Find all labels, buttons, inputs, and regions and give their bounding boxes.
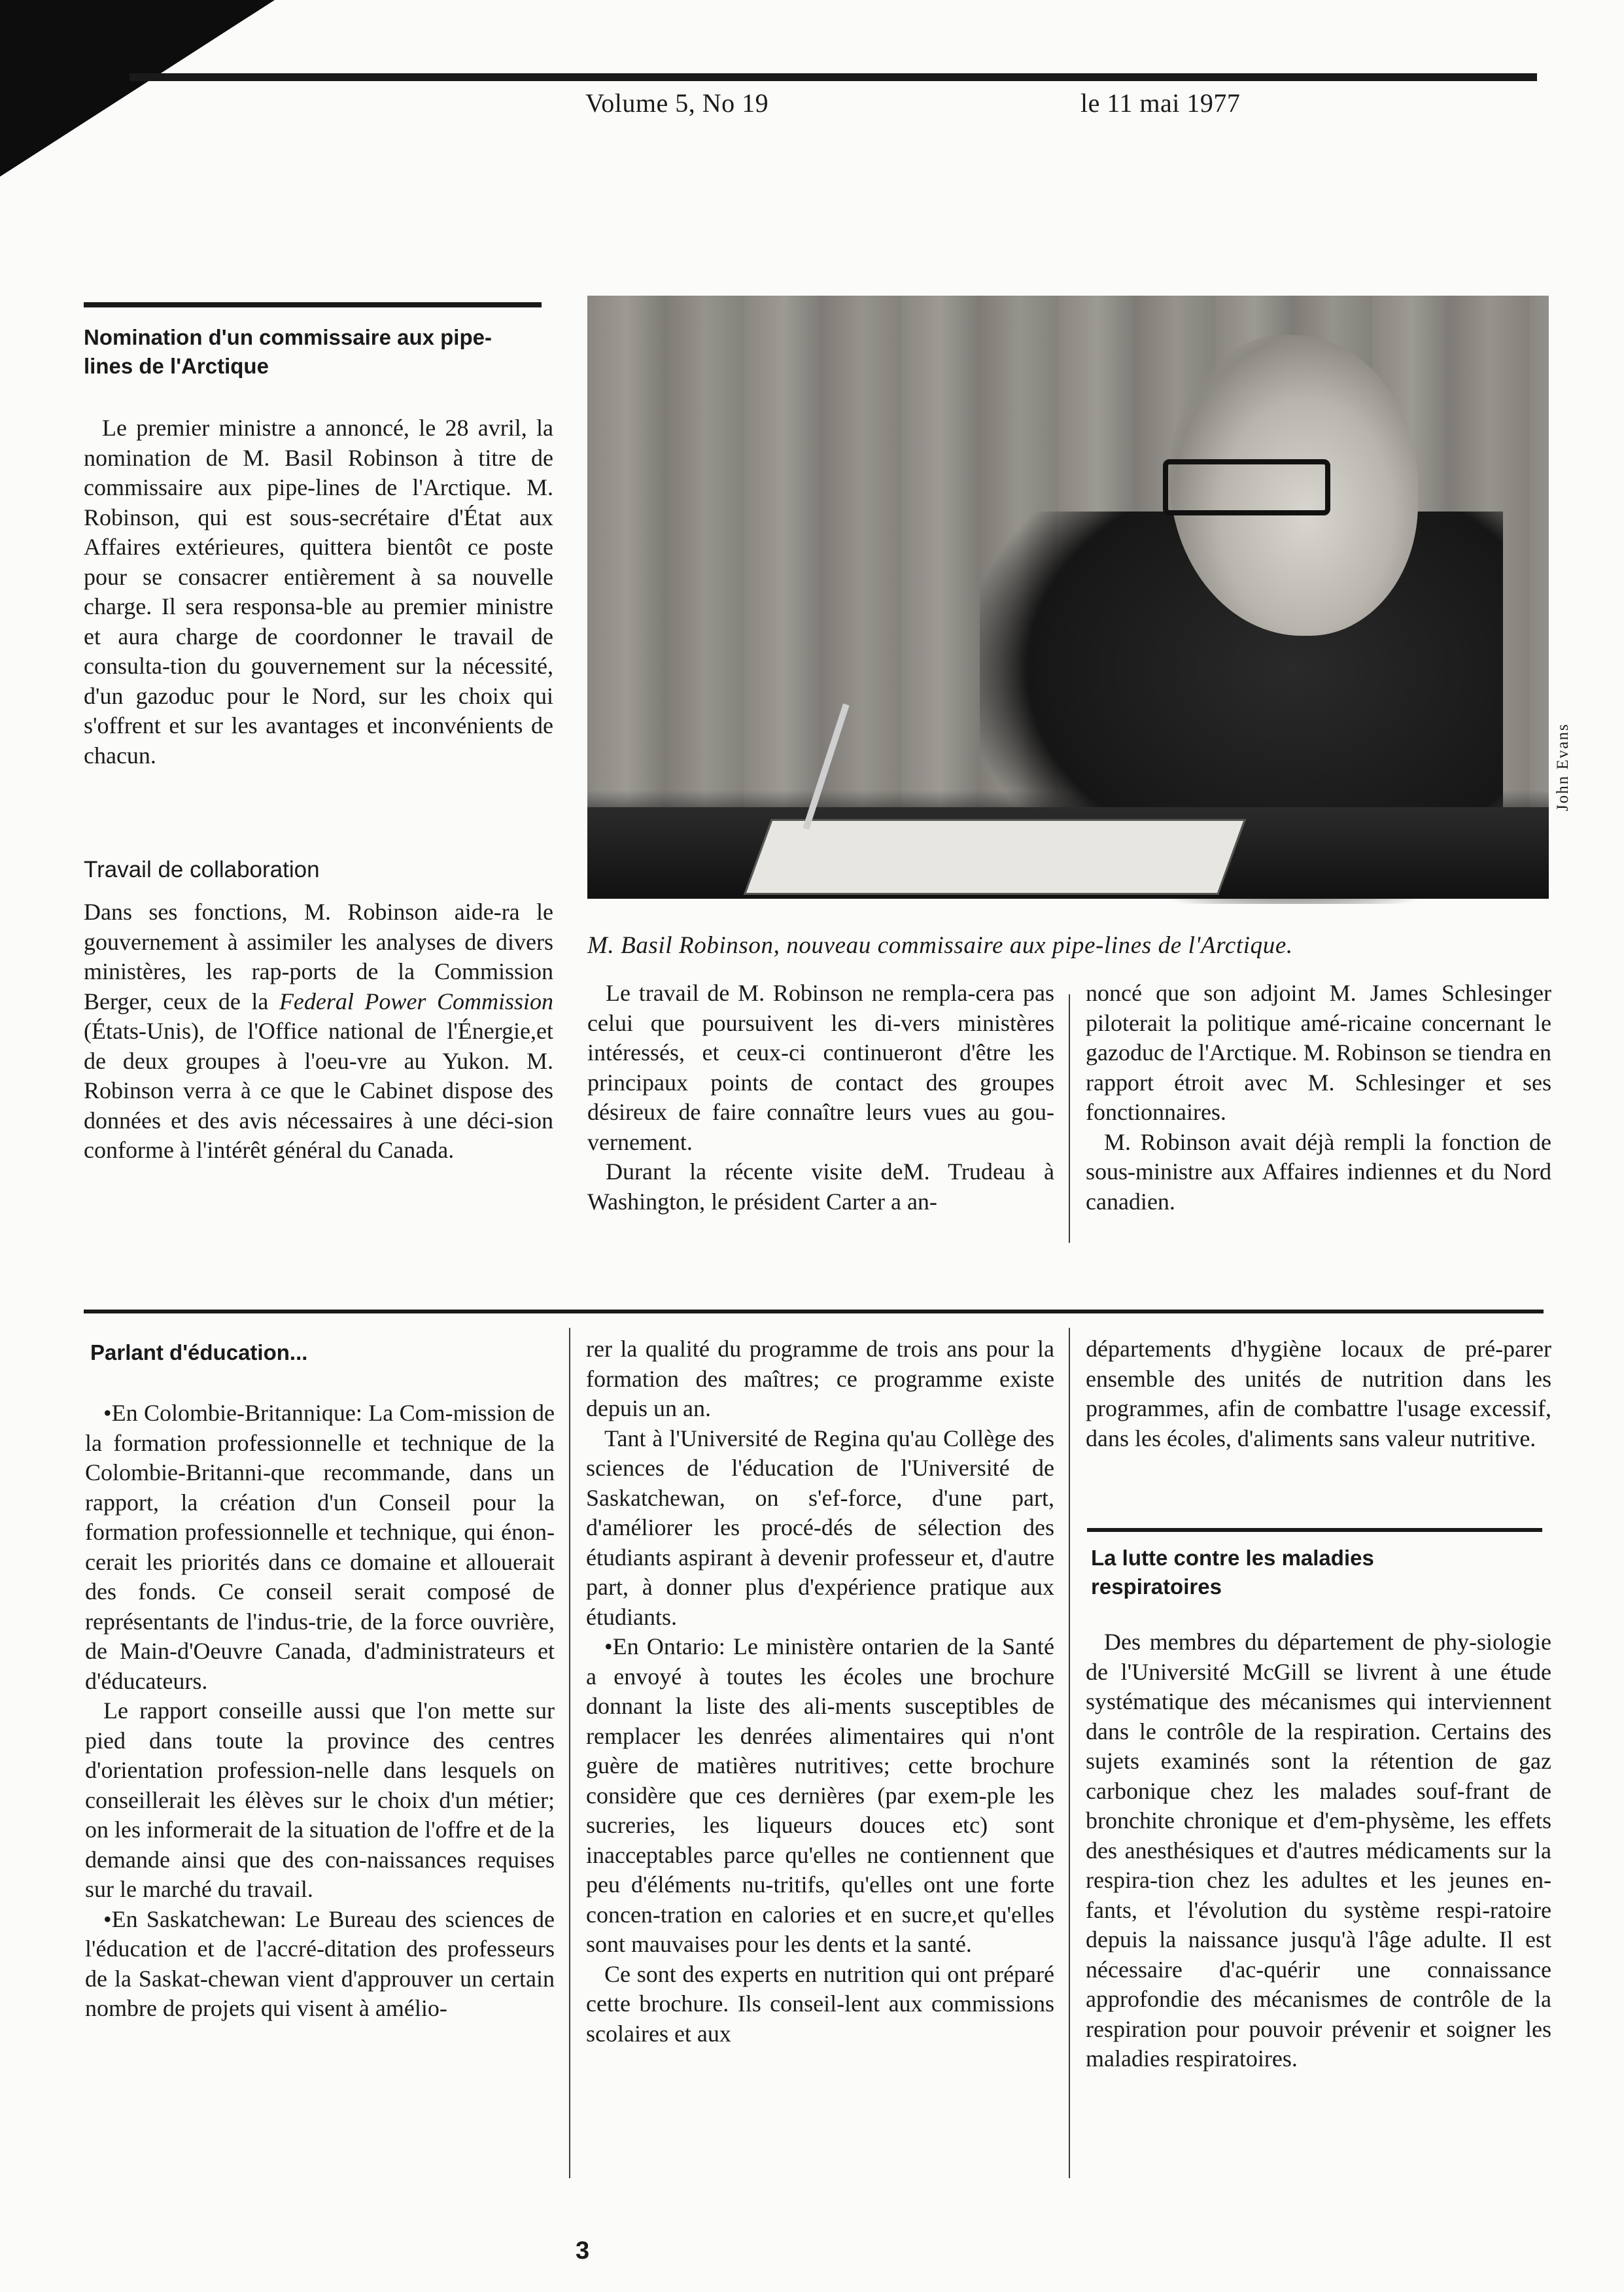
- article1-col3-paragraph-2: M. Robinson avait déjà rempli la fonction de sous-ministre aux Affaires indiennes et du Nord canadien.: [1086, 1128, 1551, 1215]
- photo-caption: M. Basil Robinson, nouveau commissaire aux pipe-lines de l'Arctique.: [587, 932, 1293, 959]
- article2-ontario-paragraph: [586, 1632, 1054, 1960]
- article2-column-1: [85, 1398, 555, 2024]
- article2-c3-paragraph-1: départements d'hygiène locaux de pré-parer ensemble des unités de nutrition dans les programmes, afin de combattre l'usage excessif, dans les écoles, d'aliments sans valeur nutritive.: [1086, 1336, 1551, 1451]
- article1-paragraph-2-b: (États-Unis), de l'Office national de l'Énergie,et de deux groupes à l'oeu-vre au Yukon. M. Robinson verra à ce que le Cabinet dispose des données et des avis nécessaires à une déci-sion conforme à l'intérêt général du Canada.: [84, 1018, 553, 1163]
- article2-c2-paragraph-4: Ce sont des experts en nutrition qui ont préparé cette brochure. Ils conseil-lent aux commissions scolaires et aux: [586, 1960, 1054, 2047]
- article1-rule: [84, 302, 542, 307]
- article2-column-divider-2: [1069, 1328, 1070, 2178]
- article2-column-3: [1086, 1334, 1551, 1453]
- article3-column: [1086, 1627, 1551, 2074]
- article1-paragraph-1: Le premier ministre a annoncé, le 28 avril, la nomination de M. Basil Robinson à titre de commissaire aux pipe-lines de l'Arctique. M. Robinson, qui est sous-secrétaire d'État aux Affaires extérieures, quittera bientôt ce poste pour se consacrer entièrement à sa nouvelle charge. Il sera responsa-ble au premier ministre et aura charge de coordonner le travail de consulta-tion du gouvernement sur la nécessité, d'un gazoduc pour le Nord, sur les choix qui s'offrent et sur les avantages et inconvénients de chacun.: [84, 415, 553, 769]
- photo-glasses: [1163, 459, 1330, 515]
- federal-power-commission: Federal Power Commission: [279, 988, 553, 1015]
- article3-rule: [1087, 1528, 1542, 1532]
- masthead-rule: [130, 73, 1537, 81]
- article1-subhead: Travail de collaboration: [84, 857, 320, 882]
- bullet-icon: [103, 1400, 112, 1426]
- article2-column-divider-1: [569, 1328, 570, 2178]
- article2-bc-paragraph: [85, 1398, 555, 1696]
- article2-c2-paragraph-1: rer la qualité du programme de trois ans pour la formation des maîtres; ce programme existe depuis un an.: [586, 1336, 1054, 1421]
- photo-notebook: [744, 819, 1246, 895]
- article2-ontario-text: En Ontario: Le ministère ontarien de la Santé a envoyé à toutes les écoles une brochure donnant la liste des ali-ments susceptibles de remplacer les denrées alimentaires qui n'ont guère de matières nutritives; cette brochure considère que ces dernières (par exem-ple les sucreries, les liqueurs douces etc) sont inacceptables parce qu'elles ne contiennent que peu d'éléments nu-tritifs, qu'elles ont une forte concen-tration en calories et en sucre,et qu'elles sont mauvaises pour les dents et la santé.: [586, 1633, 1054, 1957]
- article3-paragraph-1: Des membres du département de phy-siologie de l'Université McGill se livrent à une étude systématique des mécanismes qui interviennent dans le contrôle de la respiration. Certains des sujets examinés sont la rétention de gaz carbonique chez les malades souf-frant de bronchite chronique et d'em-physème, les effets des anesthésiques et d'autres médicaments sur la respira-tion chez les adultes et les jeunes en-fants, et l'évolution du système respi-ratoire depuis la naissance jusqu'à l'âge adulte. Il est nécessaire d'ac-quérir une connaissance approfondie des mécanismes de contrôle de la respiration pour pouvoir prévenir et soigner les maladies respiratoires.: [1086, 1629, 1551, 2072]
- article1-paragraph-2: [84, 897, 553, 1166]
- article1-col2-paragraph-2: Durant la récente visite deM. Trudeau à Washington, le président Carter a an-: [587, 1158, 1054, 1215]
- article2-title: Parlant d'éducation...: [90, 1340, 308, 1364]
- issue-date: le 11 mai 1977: [1080, 88, 1241, 118]
- article1-column-divider: [1069, 994, 1070, 1243]
- article2-bc-text: En Colombie-Britannique: La Com-mission de la formation professionnelle et technique de la Colombie-Britanni-que recommande, dans un rapport, la création d'un Conseil pour la formation professionnelle et technique, qui énon-cerait les priorités dans ce domaine et allouerait des fonds. Ce conseil serait composé de représentants de l'indus-trie, de la force ouvrière, de Main-d'Oeuvre Canada, d'administrateurs et d'éducateurs.: [85, 1400, 555, 1694]
- article3-title: La lutte contre les maladies respiratoires: [1091, 1546, 1374, 1599]
- article2-sask-text: En Saskatchewan: Le Bureau des sciences de l'éducation et de l'accré-ditation des professeurs de la Saskat-chewan vient d'approuver un certain nombre de projets qui visent à amélio-: [85, 1905, 555, 2021]
- article2-column-2: [586, 1334, 1054, 2049]
- bullet-icon: [103, 1906, 112, 1932]
- article1-col3-paragraph-1: noncé que son adjoint M. James Schlesinger piloterait la politique amé-ricaine concernant le gazoduc de l'Arctique. M. Robinson se tiendra en rapport étroit avec M. Schlesinger et ses fonctionnaires.: [1086, 980, 1551, 1125]
- article2-rule: [84, 1310, 1544, 1313]
- issue-volume: Volume 5, No 19: [585, 88, 769, 118]
- article1-column-1b: [84, 897, 553, 1166]
- article1-col2-paragraph-1: Le travail de M. Robinson ne rempla-cera pas celui que poursuivent les di-vers ministères intéressés, et ceux-ci continueront d'être les principaux points de contact des groupes désireux de faire connaître leurs vues au gou-vernement.: [587, 980, 1054, 1155]
- article2-sask-paragraph: [85, 1905, 555, 2024]
- article1-column-1: [84, 413, 553, 771]
- article1-paragraph-2-a: Dans ses fonctions, M. Robinson aide-ra le gouvernement à assimiler les analyses de divers ministères, les rap-ports de la Commission Berger, ceux de la: [84, 899, 553, 1015]
- article2-c2-paragraph-2: Tant à l'Université de Regina qu'au Collège des sciences de l'éducation de l'Université de Saskatchewan, on s'ef-force, d'une part, d'améliorer les procé-dés de sélection des étudiants aspirant à devenir professeur et, d'autre part, à donner plus d'expérience pratique aux étudiants.: [586, 1425, 1054, 1630]
- article2-report-paragraph: Le rapport conseille aussi que l'on mette sur pied dans toute la province des centres d'orientation profession-nelle dans lesquels on conseillerait les élèves sur le choix d'un métier; on les informerait de la situation de l'offre et de la demande ainsi que des con-naissances requises sur le marché du travail.: [85, 1697, 555, 1902]
- photo-credit: John Evans: [1554, 723, 1572, 811]
- page-number: 3: [576, 2237, 590, 2265]
- scan-corner-shadow: [0, 0, 275, 177]
- article1-column-2: [587, 979, 1054, 1217]
- article1-title: Nomination d'un commissaire aux pipe- lines de l'Arctique: [84, 325, 492, 378]
- bullet-icon: [604, 1633, 613, 1659]
- article1-column-3: [1086, 979, 1551, 1217]
- robinson-photo: [587, 296, 1549, 899]
